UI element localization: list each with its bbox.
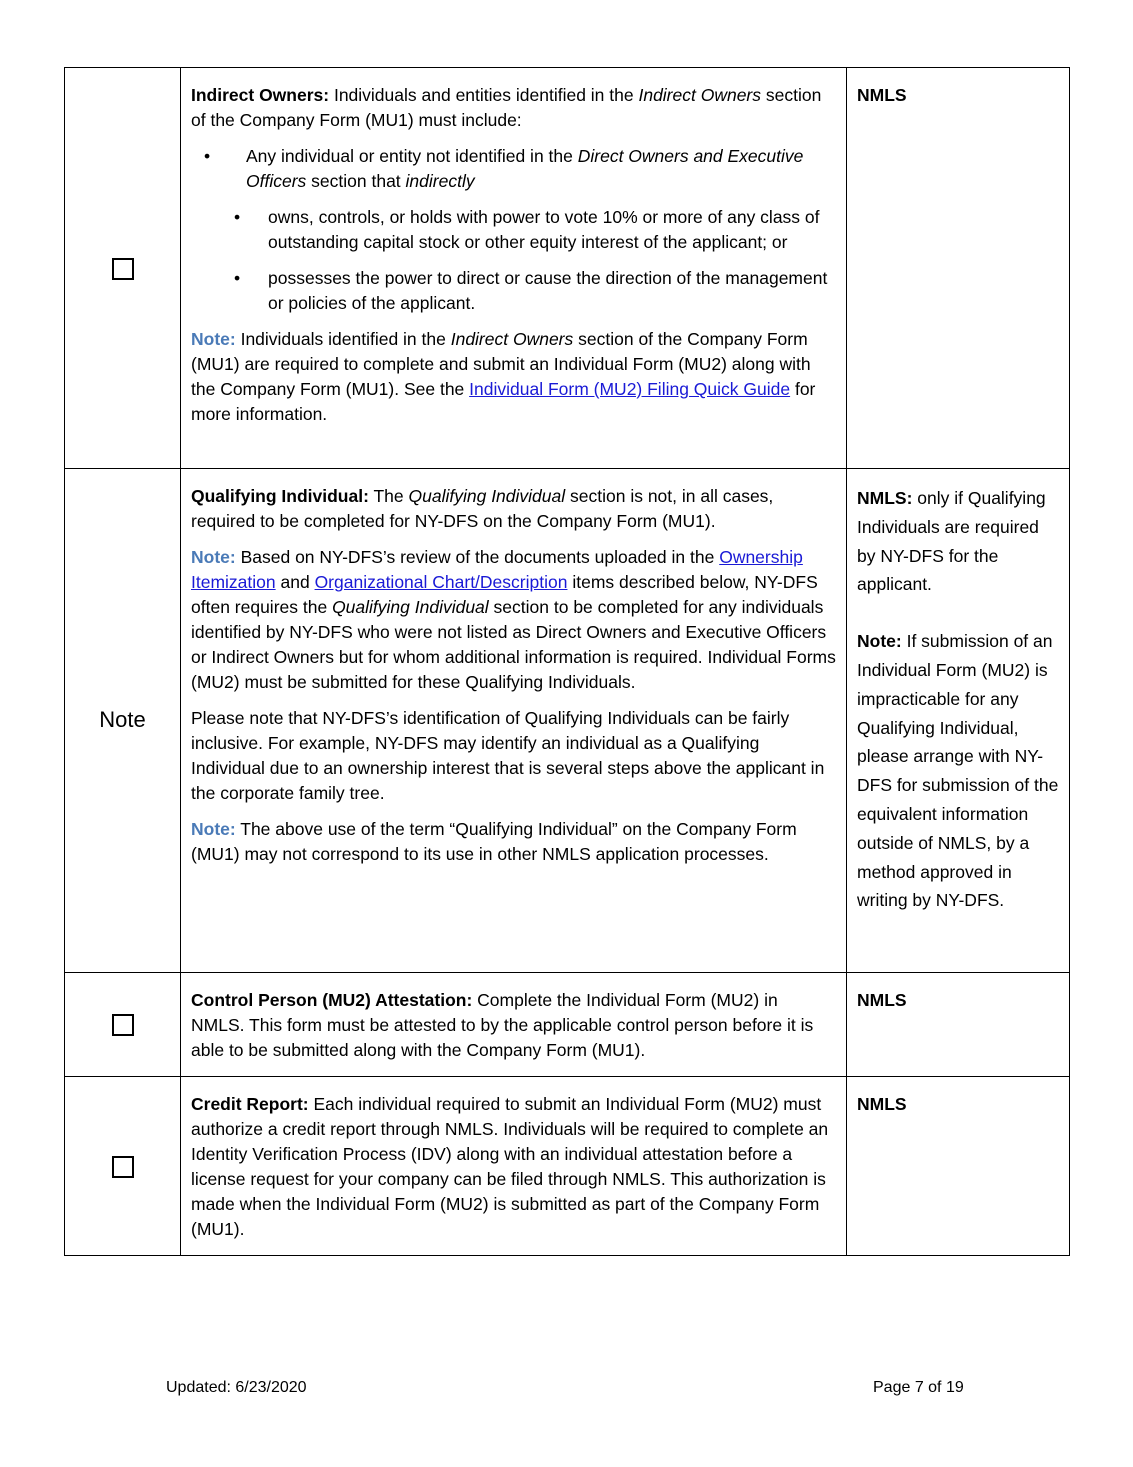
checkbox-credit-report[interactable] bbox=[112, 1156, 134, 1178]
sub-requirement-list bbox=[246, 205, 836, 316]
table-row-qualifying-individual bbox=[65, 469, 1070, 973]
indirect-owners-intro: Indirect Owners: Individuals and entities identified in the Indirect Owners section of the Company Form (MU1) must include: bbox=[191, 85, 822, 130]
checkbox-indirect-owners[interactable] bbox=[112, 258, 134, 280]
qualifying-individual-term-note: Note: The above use of the term “Qualifying Individual” on the Company Form (MU1) may not correspond to its use in other NMLS application processes. bbox=[191, 819, 797, 864]
list-item: • possesses the power to direct or cause the direction of the management or policies of the applicant. bbox=[268, 266, 836, 316]
system-label: NMLS bbox=[857, 85, 907, 105]
system-cell bbox=[847, 469, 1070, 973]
qualifying-individual-note: Note: Based on NY-DFS’s review of the documents uploaded in the Ownership Itemization and Organizational Chart/Description items described below, NY-DFS often requires the Qualifying Individual section to be completed for any individuals identified by NY-DFS who were not listed as Direct Owners and Executive Officers or Indirect Owners but for whom additional information is required. Individual Forms (MU2) must be submitted for these Qualifying Individuals. bbox=[191, 547, 836, 692]
indirect-owners-note: Note: Individuals identified in the Indirect Owners section of the Company Form (MU1) are required to complete and submit an Individual Form (MU2) along with the Company Form (MU1). See the Individual Form (MU2) Filing Quick Guide for more information. bbox=[191, 329, 816, 424]
footer-page-number: Page 7 of 19 bbox=[873, 1379, 964, 1396]
note-label: Note bbox=[99, 707, 146, 732]
qualifying-individual-inclusive: Please note that NY-DFS’s identification of Qualifying Individuals can be fairly inclusive. For example, NY-DFS may identify an individual as a Qualifying Individual due to an ownership interest that is several steps above the applicant in the corporate family tree. bbox=[191, 708, 825, 803]
requirement-list bbox=[191, 144, 836, 316]
checkbox-cell bbox=[65, 68, 181, 469]
credit-report-text: Credit Report: Each individual required to submit an Individual Form (MU2) must authorize a credit report through NMLS. Individuals will be required to complete an Identity Verification Process (IDV) along with an individual attestation before a license request for your company can be filed through NMLS. This authorization is made when the Individual Form (MU2) is submitted as part of the Company Form (MU1). bbox=[191, 1094, 829, 1239]
list-item: • owns, controls, or holds with power to vote 10% or more of any class of outstanding capital stock or other equity interest of the applicant; or bbox=[268, 205, 836, 255]
table-row-credit-report bbox=[65, 1077, 1070, 1256]
checkbox-cell bbox=[65, 973, 181, 1077]
system-cell bbox=[847, 973, 1070, 1077]
individual-form-guide-link[interactable]: Individual Form (MU2) Filing Quick Guide bbox=[469, 379, 791, 399]
checkbox-cell bbox=[65, 1077, 181, 1256]
system-cell bbox=[847, 1077, 1070, 1256]
description-cell bbox=[181, 68, 847, 469]
footer-updated-date: Updated: 6/23/2020 bbox=[166, 1379, 307, 1396]
ownership-itemization-link[interactable]: Ownership Itemization bbox=[191, 547, 803, 592]
qualifying-individual-intro: Qualifying Individual: The Qualifying Individual section is not, in all cases, required to be completed for NY-DFS on the Company Form (MU1). bbox=[191, 486, 774, 531]
description-cell bbox=[181, 1077, 847, 1256]
system-cell bbox=[847, 68, 1070, 469]
control-person-text: Control Person (MU2) Attestation: Complete the Individual Form (MU2) in NMLS. This form must be attested to by the applicable control person before it is able to be submitted along with the Company Form (MU1). bbox=[191, 990, 814, 1060]
table-row-control-person bbox=[65, 973, 1070, 1077]
description-cell bbox=[181, 973, 847, 1077]
system-note: Note: If submission of an Individual Form (MU2) is impracticable for any Qualifying Individual, please arrange with NY-DFS for submission of the equivalent information outside of NMLS, by a method approved in writing by NY-DFS. bbox=[857, 631, 1059, 911]
organizational-chart-link[interactable]: Organizational Chart/Description bbox=[314, 572, 568, 592]
list-item: • Any individual or entity not identified in the Direct Owners and Executive Officers section that indirectly • owns, controls, or holds with power to vote 10% or more of any class of outstanding capital stock or other equity interest of the applicant; or • possesses the power to direct or cause the direction of the management or policies of the applicant. bbox=[246, 144, 836, 316]
system-label: NMLS bbox=[857, 990, 907, 1010]
table-row-indirect-owners bbox=[65, 68, 1070, 469]
checkbox-control-person[interactable] bbox=[112, 1014, 134, 1036]
system-qualifier: NMLS: only if Qualifying Individuals are required by NY-DFS for the applicant. bbox=[857, 488, 1046, 595]
note-label-cell bbox=[65, 469, 181, 973]
requirements-table bbox=[64, 67, 1070, 1256]
system-label: NMLS bbox=[857, 1094, 907, 1114]
description-cell bbox=[181, 469, 847, 973]
